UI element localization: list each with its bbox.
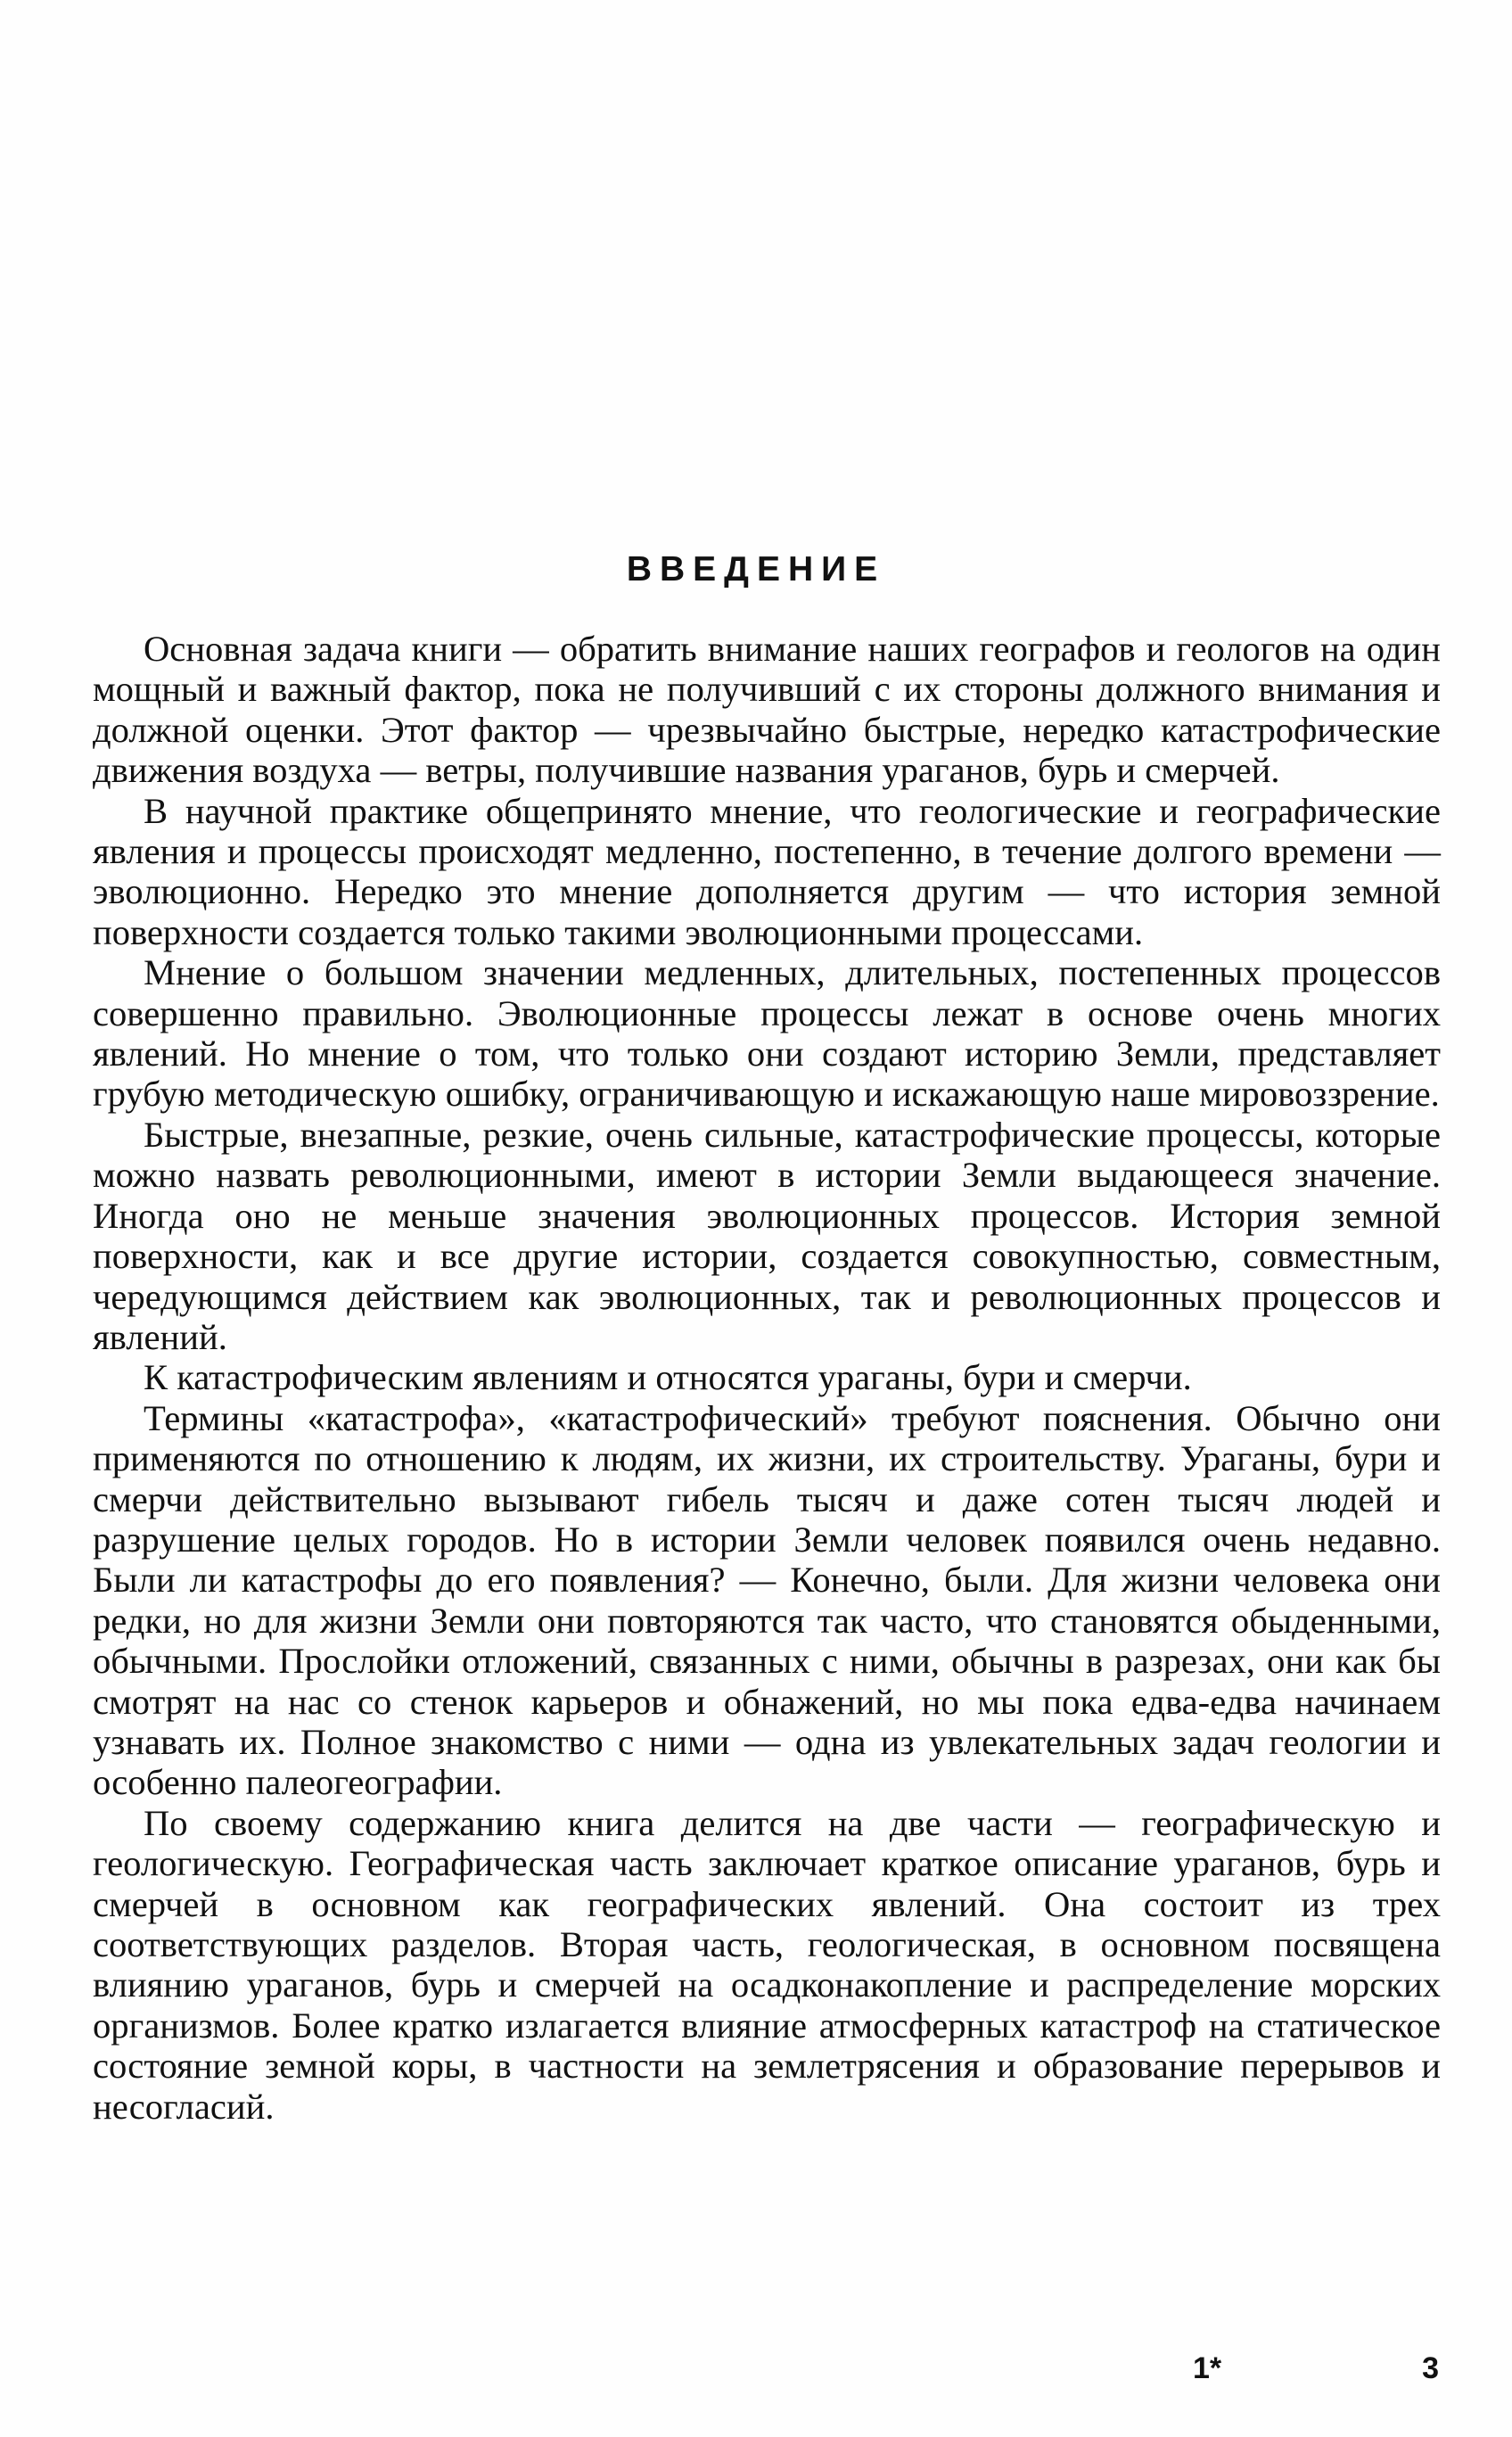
paragraph-7: По своему содержанию книга делится на две части — географическую и геологическую. Географическая часть заключает краткое описание ураганов, бурь и смерчей в основном как географических явлений. Она состоит из трех соответствующих разделов. Вторая часть, геологическая, в основном посвящена влиянию ураганов, бурь и смерчей на осадконакопление и распределение морских организмов. Более кратко излагается влияние атмосферных катастроф на статическое состояние земной коры, в частности на землетрясения и образование перерывов и несогласий. bbox=[93, 1802, 1441, 2127]
body-text bbox=[93, 629, 1441, 2127]
signature-mark: 1* bbox=[1193, 2351, 1222, 2385]
paragraph-3: Мнение о большом значении медленных, длительных, постепенных процессов совершенно правильно. Эволюционные процессы лежат в основе очень многих явлений. Но мнение о том, что только они создают историю Земли, представляет грубую методическую ошибку, ограничивающую и искажающую наше мировоззрение. bbox=[93, 952, 1441, 1115]
page-number: 3 bbox=[1422, 2351, 1439, 2385]
chapter-title: ВВЕДЕНИЕ bbox=[626, 550, 886, 589]
paragraph-2: В научной практике общепринято мнение, что геологические и географические явления и процессы происходят медленно, постепенно, в течение долгого времени — эволюционно. Нередко это мнение дополняется другим — что история земной поверхности создается только такими эволюционными процессами. bbox=[93, 790, 1441, 952]
paragraph-1: Основная задача книги — обратить внимание наших географов и геологов на один мощный и важный фактор, пока не получивший с их стороны должного внимания и должной оценки. Этот фактор — чрезвычайно быстрые, нередко катастрофические движения воздуха — ветры, получившие названия ураганов, бурь и смерчей. bbox=[93, 629, 1441, 791]
paragraph-4: Быстрые, внезапные, резкие, очень сильные, катастрофические процессы, которые можно назвать революционными, имеют в истории Земли выдающееся значение. Иногда оно не меньше значения эволюционных процессов. История земной поверхности, как и все другие истории, создается совокупностью, совместным, чередующимся действием как эволюционных, так и революционных процессов и явлений. bbox=[93, 1114, 1441, 1357]
paragraph-6: Термины «катастрофа», «катастрофический» требуют пояснения. Обычно они применяются по отношению к людям, их жизни, их строительству. Ураганы, бури и смерчи действительно вызывают гибель тысяч и даже сотен тысяч людей и разрушение целых городов. Но в истории Земли человек появился очень недавно. Были ли катастрофы до его появления? — Конечно, были. Для жизни человека они редки, но для жизни Земли они повторяются так часто, что становятся обыденными, обычными. Прослойки отложений, связанных с ними, обычны в разрезах, они как бы смотрят на нас со стенок карьеров и обнажений, но мы пока едва-едва начинаем узнавать их. Полное знакомство с ними — одна из увлекательных задач геологии и особенно палеогеографии. bbox=[93, 1397, 1441, 1803]
paragraph-5: К катастрофическим явлениям и относятся ураганы, бури и смерчи. bbox=[144, 1357, 1192, 1398]
